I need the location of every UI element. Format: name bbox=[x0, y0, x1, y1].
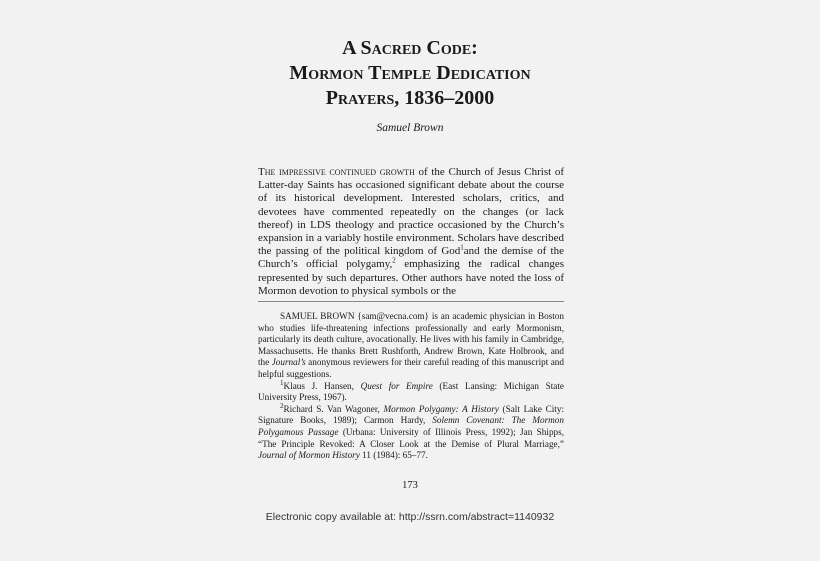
body-paragraph bbox=[258, 166, 564, 298]
body-text-1: of the Church of Jesus Christ of Latter-day Saints has occasioned significant debate about the course of its historical development. Interested scholars, critics, and devotees have commented repeatedly on the changes (or lack thereof) in LDS theology and practice occasioned by the Church’s expansion in a variably hostile environment. Scholars have described the passing of the political kingdom of God bbox=[258, 166, 565, 258]
footnote-1: $^1$Klaus J. Hansen, Quest for Empire (East Lansing: Michigan State University Press, 1967). bbox=[258, 378, 564, 403]
footnote-divider bbox=[258, 301, 564, 302]
author-bio-note: SAMUEL BROWN {sam@vecna.com} is an academic physician in Boston who studies life-threatening infections professionally and early Mormonism, particularly its death culture, avocationally. He lives with his family in Cambridge, Massachusetts. He thanks Brett Rushforth, Andrew Brown, Kate Holbrook, and the Journal’s anonymous reviewers for their careful reading of this manuscript and helpful suggestions. bbox=[258, 311, 564, 379]
footnote-2: $^2$Richard S. Van Wagoner, Mormon Polygamy: A History (Salt Lake City: Signature Books, 1989); Carmon Hardy, Solemn Covenant: The Mormon Polygamous Passage (Urbana: University of Illinois Press, 1992); Jan Shipps, “The Principle Revoked: A Closer Look at the Demise of Plural Marriage,” Journal of Mormon History 11 (1984): 65–77. bbox=[258, 401, 565, 461]
body-text-2: and the demise of the Church’s official polygamy, bbox=[258, 245, 564, 271]
page-number: 173 bbox=[402, 480, 418, 491]
title-line-3: Prayers, 1836–2000 bbox=[325, 87, 495, 109]
footnote-ref-1: 1 bbox=[460, 243, 464, 252]
footnote-ref-2: 2 bbox=[392, 256, 396, 265]
author-name: Samuel Brown bbox=[376, 122, 444, 134]
article-title bbox=[200, 36, 620, 111]
title-line-1: A Sacred Code: bbox=[342, 37, 478, 59]
title-line-2: Mormon Temple Dedication bbox=[289, 62, 531, 84]
ssrn-footer-link[interactable]: Electronic copy available at: http://ssrn.com/abstract=1140932 bbox=[265, 511, 555, 523]
footnotes bbox=[258, 311, 564, 462]
lead-in: The impressive continued growth bbox=[258, 166, 415, 178]
body-text-3: emphasizing the radical changes represented by such departures. Other authors have noted the loss of Mormon devotion to physical symbols or the bbox=[258, 258, 564, 297]
